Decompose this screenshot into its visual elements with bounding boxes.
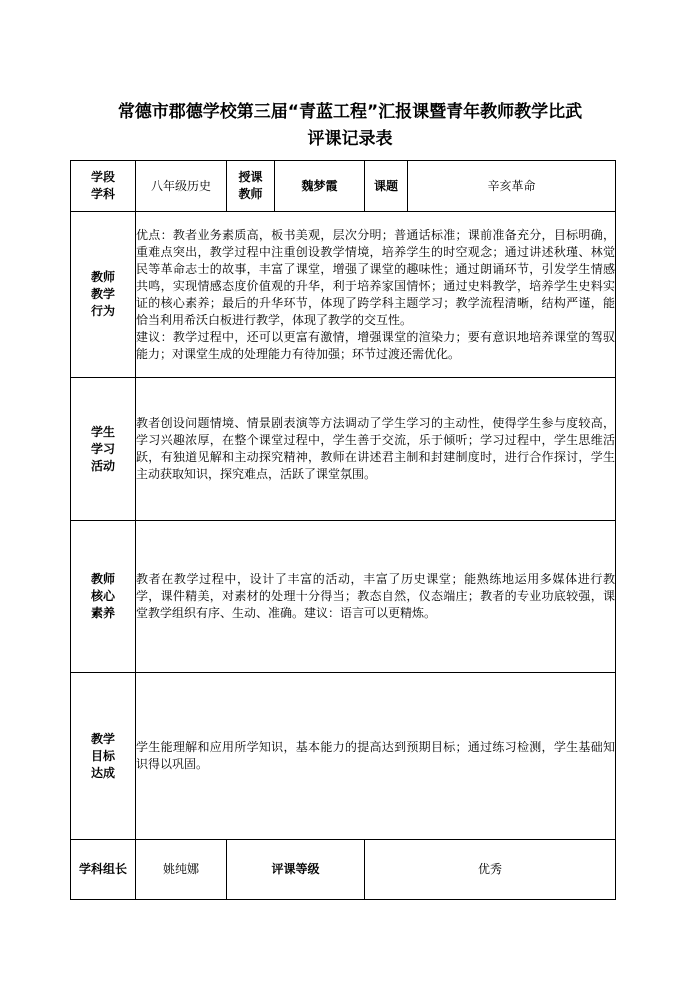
teacher-behavior-label: 教师 教学 行为 bbox=[71, 212, 136, 378]
teacher-behavior-comment bbox=[136, 212, 616, 378]
stage-subject-value: 八年级历史 bbox=[136, 161, 227, 212]
stage-subject-label: 学段 学科 bbox=[71, 161, 136, 212]
group-leader-value: 姚纯娜 bbox=[136, 840, 227, 900]
evaluation-table bbox=[70, 160, 616, 900]
teacher-literacy-comment: 教者在教学过程中，设计了丰富的活动，丰富了历史课堂；能熟练地运用多媒体进行教学，课件精美，对素材的处理十分得当；教态自然，仪态端庄；教者的专业功底较强，课堂教学组织有序、生动、准确。建议：语言可以更精炼。 bbox=[136, 521, 616, 673]
form-title bbox=[62, 99, 638, 153]
grade-label: 评课等级 bbox=[227, 840, 365, 900]
topic-value: 辛亥革命 bbox=[408, 161, 616, 212]
student-learning-comment: 教者创设问题情境、情景剧表演等方法调动了学生学习的主动性，使得学生参与度较高，学习兴趣浓厚，在整个课堂过程中，学生善于交流，乐于倾听；学习过程中，学生思维活跃，有独道见解和主动探究精神，教师在讲述君主制和封建制度时，进行合作探讨，学生主动获取知识，探究难点，活跃了课堂氛围。 bbox=[136, 378, 616, 521]
teaching-goal-comment: 学生能理解和应用所学知识，基本能力的提高达到预期目标；通过练习检测，学生基础知识得以巩固。 bbox=[136, 673, 616, 840]
teacher-label: 授课 教师 bbox=[227, 161, 275, 212]
strengths-text: 优点：教者业务素质高，板书美观，层次分明；普通话标准；课前准备充分，目标明确，重难点突出，教学过程中注重创设教学情境，培养学生的时空观念；通过讲述秋瑾、林觉民等革命志士的故事，丰富了课堂，增强了课堂的趣味性；通过朗诵环节，引发学生情感共鸣，实现情感态度价值观的升华，利于培养家国情怀；通过史料教学，培养学生史料实证的核心素养；最后的升华环节，体现了跨学科主题学习；教学流程清晰，结构严谨，能恰当利用希沃白板进行教学，体现了教学的交互性。 bbox=[136, 227, 615, 327]
header-row bbox=[71, 161, 616, 212]
teacher-behavior-row bbox=[71, 212, 616, 378]
teacher-value: 魏梦霞 bbox=[275, 161, 365, 212]
grade-value: 优秀 bbox=[365, 840, 616, 900]
teaching-goal-row bbox=[71, 673, 616, 840]
teaching-goal-label: 教学 目标 达成 bbox=[71, 673, 136, 840]
title-line-2: 评课记录表 bbox=[307, 129, 393, 149]
group-leader-label: 学科组长 bbox=[71, 840, 136, 900]
student-learning-label: 学生 学习 活动 bbox=[71, 378, 136, 521]
topic-label: 课题 bbox=[365, 161, 408, 212]
student-learning-row bbox=[71, 378, 616, 521]
teacher-literacy-row bbox=[71, 521, 616, 673]
suggestion-text: 建议：教学过程中，还可以更富有激情，增强课堂的渲染力；要有意识地培养课堂的驾驭能力；对课堂生成的处理能力有待加强；环节过渡还需优化。 bbox=[136, 329, 615, 361]
title-line-1: 常德市郡德学校第三届“青蓝工程”汇报课暨青年教师教学比武 bbox=[117, 102, 583, 122]
teacher-literacy-label: 教师 核心 素养 bbox=[71, 521, 136, 673]
footer-row bbox=[71, 840, 616, 900]
